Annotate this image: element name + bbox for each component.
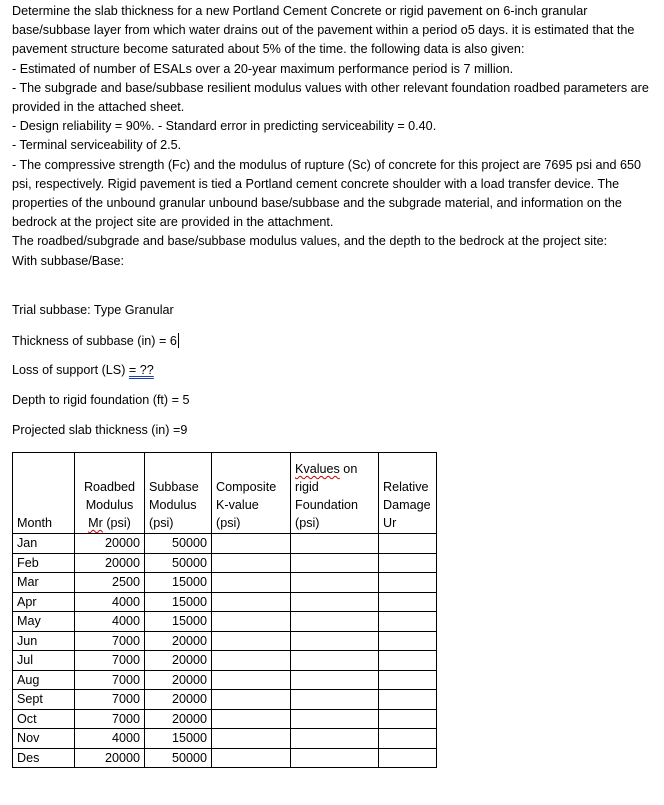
cell-roadbed-modulus: 4000 [75,729,145,749]
cell-month: Aug [13,670,75,690]
cell-subbase-modulus: 20000 [145,670,212,690]
table-row [13,631,437,651]
thickness-subbase-text: Thickness of subbase (in) = 6 [12,334,177,348]
table-row [13,670,437,690]
cell-kvalue-rigid[interactable] [291,553,379,573]
cell-subbase-modulus: 50000 [145,534,212,554]
table-row [13,534,437,554]
cell-subbase-modulus: 20000 [145,651,212,671]
cell-relative-damage[interactable] [379,612,437,632]
cell-composite-k[interactable] [212,612,291,632]
intro-paragraph-values: The roadbed/subgrade and base/subbase modulus values, and the depth to the bedrock at the project site: [12,234,608,249]
cell-relative-damage[interactable] [379,553,437,573]
kvalues-word: Kvalues [295,462,340,476]
cell-roadbed-modulus: 7000 [75,631,145,651]
table-row [13,651,437,671]
intro-bullet-concrete: - The compressive strength (Fc) and the modulus of rupture (Sc) of concrete for this project are 7695 psi and 650 psi, respectively. Rigid pavement is tied a Portland cement concrete shoulder with a load transfer device. The properties of the unbound granular unbound base/subbase and the subgrade material, and information on the bedrock at the project site are provided in the attachment. [12,157,642,230]
cell-composite-k[interactable] [212,651,291,671]
cell-month: Nov [13,729,75,749]
loss-support-label: Loss of support (LS) [12,363,129,377]
cell-relative-damage[interactable] [379,690,437,710]
table-row [13,592,437,612]
cell-month: Apr [13,592,75,612]
cell-roadbed-modulus: 7000 [75,651,145,671]
cell-subbase-modulus: 20000 [145,709,212,729]
cell-roadbed-modulus: 4000 [75,612,145,632]
cell-kvalue-rigid[interactable] [291,573,379,593]
cell-roadbed-modulus: 4000 [75,592,145,612]
intro-bullet-esals: - Estimated of number of ESALs over a 20-year maximum performance period is 7 million. [12,61,514,76]
cell-subbase-modulus: 20000 [145,690,212,710]
header-relative-damage: Relative Damage Ur [379,453,437,534]
cell-composite-k[interactable] [212,709,291,729]
table-header-row [13,453,437,534]
cell-month: May [13,612,75,632]
cell-subbase-modulus: 50000 [145,748,212,768]
cell-subbase-modulus: 15000 [145,573,212,593]
cell-kvalue-rigid[interactable] [291,670,379,690]
cell-roadbed-modulus: 20000 [75,553,145,573]
problem-statement [12,2,652,271]
cell-subbase-modulus: 50000 [145,553,212,573]
intro-bullet-modulus: - The subgrade and base/subbase resilient modulus values with other relevant foundation roadbed parameters are provided in the attached sheet. [12,80,649,115]
loss-support-value: = ?? [128,363,154,377]
loss-support-line [12,363,154,377]
cell-month: Mar [13,573,75,593]
table-row [13,748,437,768]
table-row [13,573,437,593]
cell-roadbed-modulus: 7000 [75,690,145,710]
cell-month: Jul [13,651,75,671]
header-roadbed-modulus: Roadbed Modulus Mr (psi) [75,453,145,534]
cell-composite-k[interactable] [212,573,291,593]
table-body [13,534,437,768]
table-row [13,729,437,749]
cell-month: Oct [13,709,75,729]
header-month: Month [13,453,75,534]
cell-kvalue-rigid[interactable] [291,748,379,768]
cell-relative-damage[interactable] [379,631,437,651]
cell-relative-damage[interactable] [379,651,437,671]
cell-month: Jun [13,631,75,651]
cell-composite-k[interactable] [212,670,291,690]
cell-month: Sept [13,690,75,710]
cell-relative-damage[interactable] [379,670,437,690]
cell-composite-k[interactable] [212,631,291,651]
thickness-subbase-line[interactable] [12,333,179,348]
header-subbase-modulus: Subbase Modulus (psi) [145,453,212,534]
cell-relative-damage[interactable] [379,729,437,749]
cell-relative-damage[interactable] [379,748,437,768]
mr-abbr: Mr [88,516,103,530]
table-row [13,690,437,710]
cell-kvalue-rigid[interactable] [291,631,379,651]
cell-kvalue-rigid[interactable] [291,534,379,554]
cell-month: Des [13,748,75,768]
cell-composite-k[interactable] [212,534,291,554]
cell-kvalue-rigid[interactable] [291,709,379,729]
cell-subbase-modulus: 15000 [145,592,212,612]
cell-kvalue-rigid[interactable] [291,651,379,671]
cell-roadbed-modulus: 20000 [75,748,145,768]
cell-subbase-modulus: 20000 [145,631,212,651]
cell-composite-k[interactable] [212,729,291,749]
cell-roadbed-modulus: 20000 [75,534,145,554]
cell-subbase-modulus: 15000 [145,729,212,749]
header-composite-k: Composite K-value (psi) [212,453,291,534]
cell-relative-damage[interactable] [379,592,437,612]
cell-composite-k[interactable] [212,748,291,768]
text-cursor [178,333,179,348]
cell-kvalue-rigid[interactable] [291,612,379,632]
cell-composite-k[interactable] [212,690,291,710]
trial-subbase-line: Trial subbase: Type Granular [12,303,174,317]
cell-composite-k[interactable] [212,553,291,573]
cell-relative-damage[interactable] [379,709,437,729]
table-row [13,553,437,573]
cell-subbase-modulus: 15000 [145,612,212,632]
cell-roadbed-modulus: 2500 [75,573,145,593]
depth-rigid-line: Depth to rigid foundation (ft) = 5 [12,393,190,407]
cell-kvalue-rigid[interactable] [291,729,379,749]
cell-kvalue-rigid[interactable] [291,690,379,710]
cell-roadbed-modulus: 7000 [75,670,145,690]
cell-relative-damage[interactable] [379,573,437,593]
cell-composite-k[interactable] [212,592,291,612]
table-row [13,709,437,729]
intro-bullet-serviceability: - Terminal serviceability of 2.5. [12,138,182,153]
intro-with-subbase: With subbase/Base: [12,253,125,268]
cell-relative-damage[interactable] [379,534,437,554]
cell-month: Jan [13,534,75,554]
cell-month: Feb [13,553,75,573]
cell-kvalue-rigid[interactable] [291,592,379,612]
intro-bullet-reliability: - Design reliability = 90%. - Standard error in predicting serviceability = 0.40. [12,119,437,134]
header-kvalues-rigid: Kvalues on rigid Foundation (psi) [291,453,379,534]
table-row [13,612,437,632]
projected-slab-line: Projected slab thickness (in) =9 [12,423,188,437]
cell-roadbed-modulus: 7000 [75,709,145,729]
monthly-data-table [12,452,437,768]
intro-paragraph-1: Determine the slab thickness for a new Portland Cement Concrete or rigid pavement on 6-inch granular base/subbase layer from which water drains out of the pavement within a period o5 days. it is estimated that the pavement structure become saturated about 5% of the time. the following data is also given: [12,4,635,57]
